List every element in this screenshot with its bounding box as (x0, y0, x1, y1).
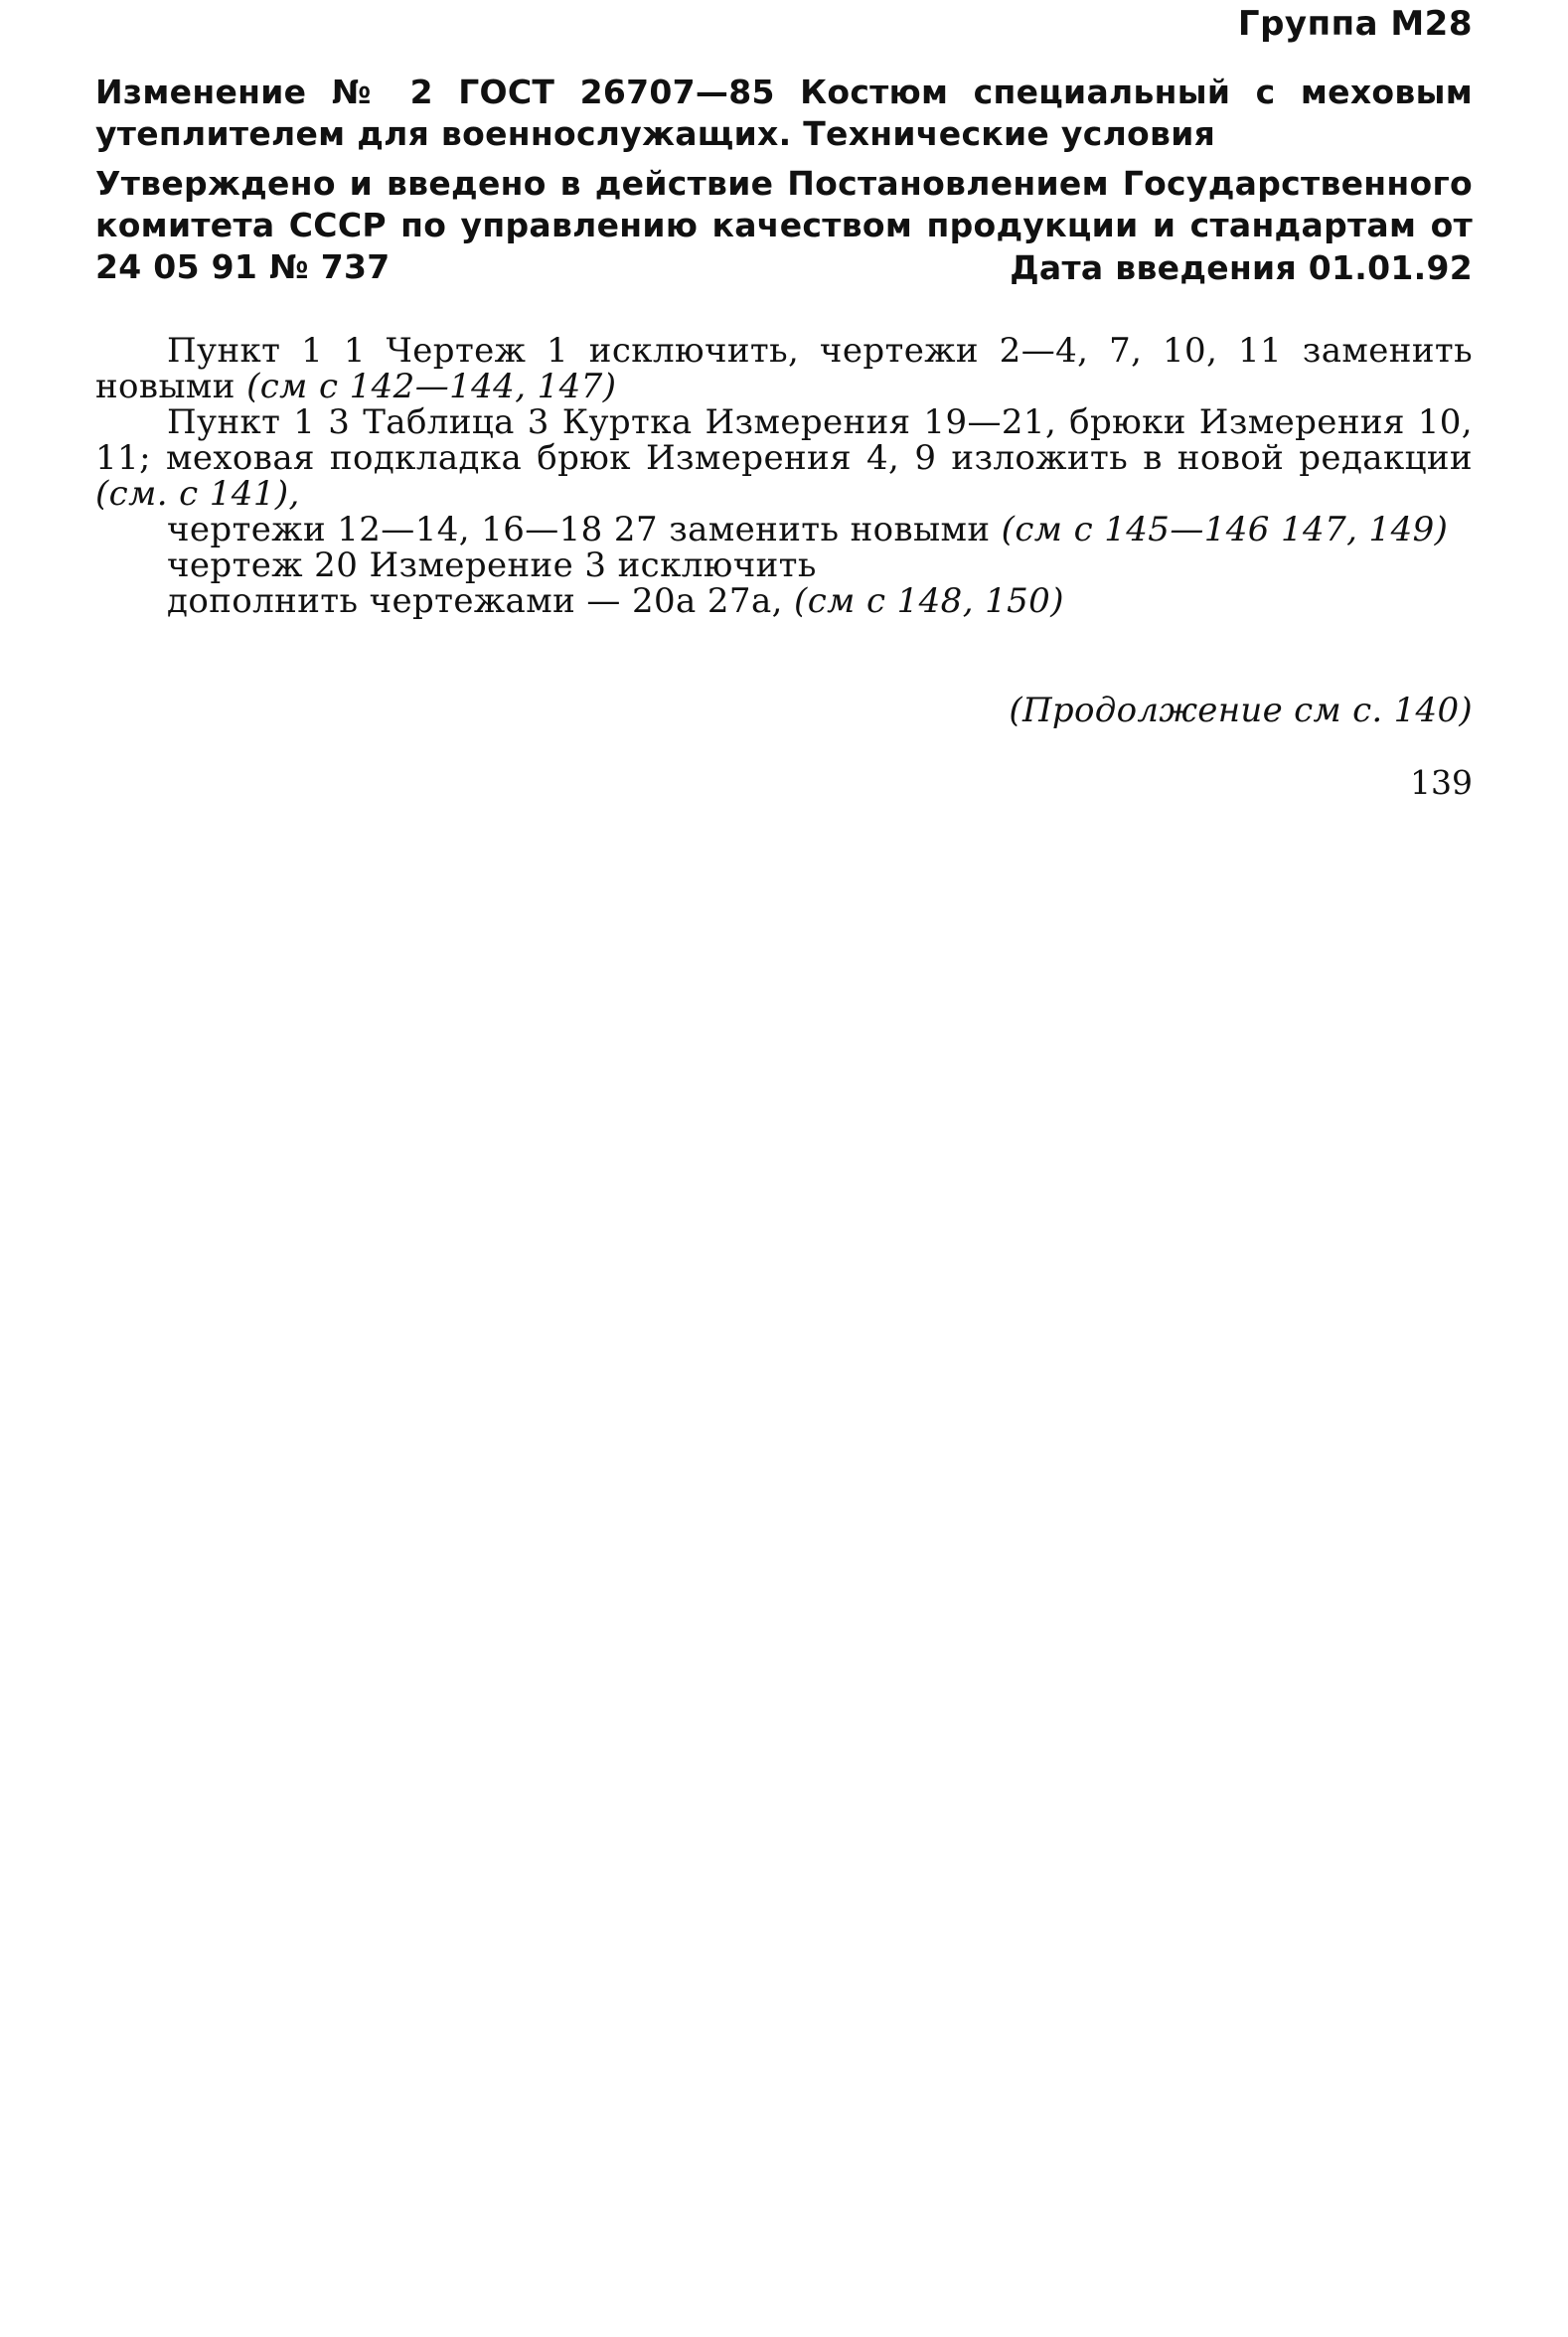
classification-group: Группа М28 (1237, 4, 1473, 44)
amendment-body (95, 333, 1473, 619)
continuation-note: (Продолжение см с. 140) (1009, 691, 1473, 730)
approval-statement: Утверждено и введено в действие Постановлением Государственного комитета СССР по управлению качеством продукции и стандартам от 24 05 91 № 737 (95, 164, 1473, 286)
page-number: 139 (1410, 763, 1473, 802)
paragraph-1-3-reference: (см. с 141), (95, 474, 300, 514)
introduction-date: Дата введения 01.01.92 (1010, 248, 1473, 287)
add-drawings-text: дополнить чертежами — 20а 27а, (167, 581, 795, 621)
add-drawings-reference: (см с 148, 150) (794, 581, 1064, 621)
drawings-replace-reference: (см с 145—146 147, 149) (1001, 510, 1449, 549)
paragraph-1-3-text: Пункт 1 3 Таблица 3 Куртка Измерения 19—21, брюки Измерения 10, 11; меховая подкладка брюк Измерения 4, 9 изложить в новой редакции (95, 402, 1473, 478)
drawing-20-text: чертеж 20 Измерение 3 исключить (167, 545, 817, 585)
drawings-replace-line (95, 512, 1473, 547)
drawings-replace-text: чертежи 12—14, 16—18 27 заменить новыми (167, 510, 1002, 549)
drawing-20-line (95, 547, 1473, 583)
paragraph-1-3 (95, 404, 1473, 512)
paragraph-1-1-reference: (см с 142—144, 147) (246, 367, 617, 406)
paragraph-1-1-text: Пункт 1 1 Чертеж 1 исключить, чертежи 2—4, 7, 10, 11 заменить новыми (95, 331, 1473, 406)
document-title: Изменение № 2 ГОСТ 26707—85 Костюм специальный с меховым утеплителем для военнослужащих. Технические условия (95, 73, 1473, 153)
paragraph-1-1 (95, 333, 1473, 404)
add-drawings-line (95, 583, 1473, 619)
